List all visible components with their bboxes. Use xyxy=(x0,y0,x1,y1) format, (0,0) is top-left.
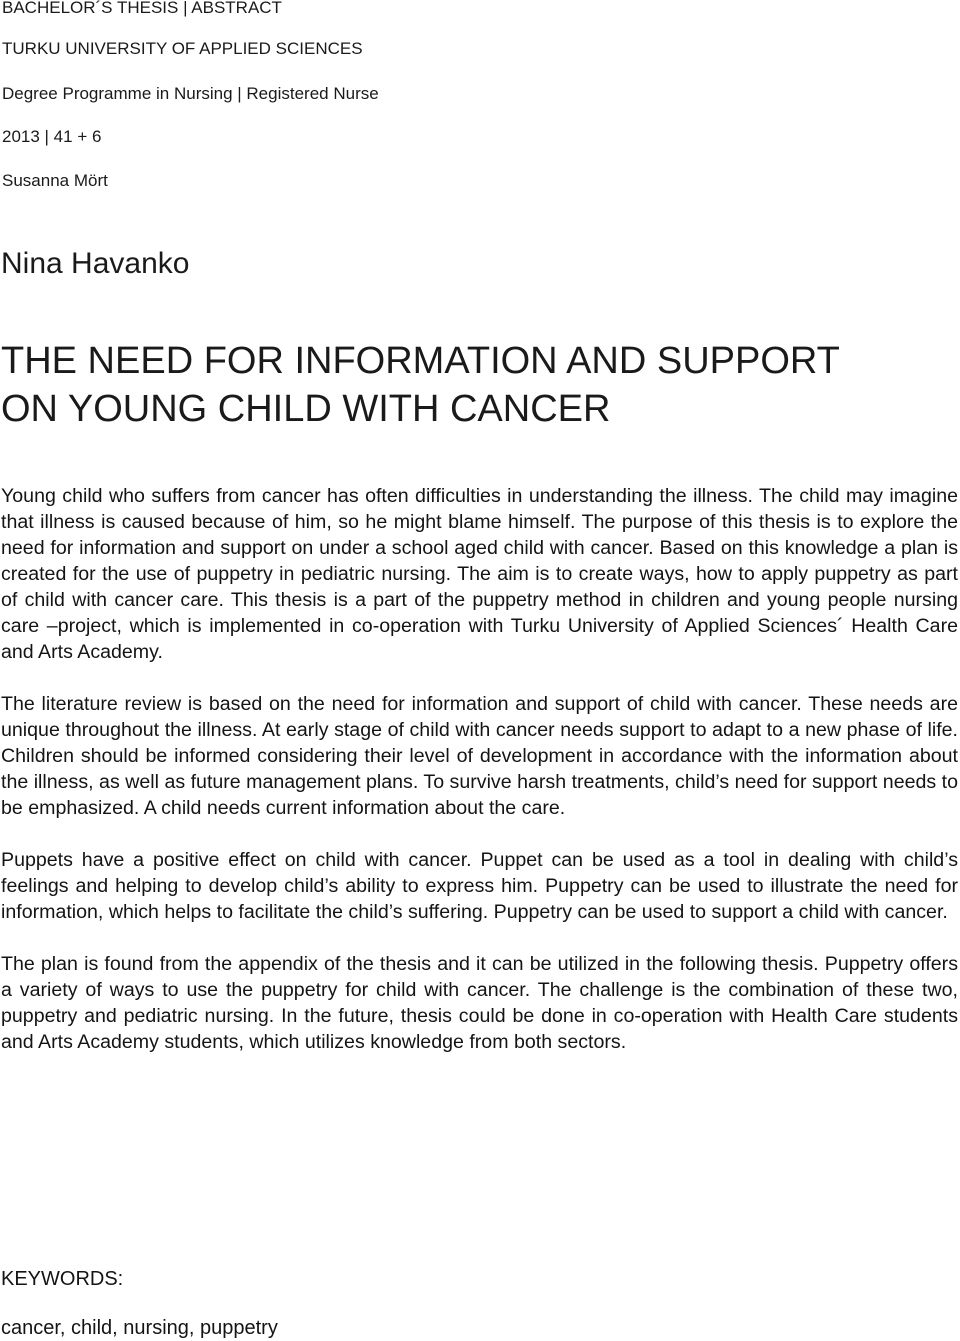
author-name: Nina Havanko xyxy=(1,247,190,280)
abstract-paragraph-2: The literature review is based on the need for information and support of child with cancer. These needs are unique throughout the illness. At early stage of child with cancer needs support to adapt to a new phase of life. Children should be informed considering their level of development in accordance with the information about the illness, as well as future management plans. To survive harsh treatments, child’s need for support needs to be emphasized. A child needs current information about the care. xyxy=(1,693,958,819)
supervisor: Susanna Mört xyxy=(2,171,108,190)
thesis-title-line-1: THE NEED FOR INFORMATION AND SUPPORT xyxy=(1,340,840,382)
document-type: BACHELOR´S THESIS | ABSTRACT xyxy=(2,0,282,17)
institution: TURKU UNIVERSITY OF APPLIED SCIENCES xyxy=(2,39,363,58)
degree-programme: Degree Programme in Nursing | Registered Nurse xyxy=(2,84,379,103)
abstract-paragraph-1: Young child who suffers from cancer has often difficulties in understanding the illness. The child may imagine that illness is caused because of him, so he might blame himself. The purpose of this thesis is to explore the need for information and support on under a school aged child with cancer. Based on this knowledge a plan is created for the use of puppetry in pediatric nursing. The aim is to create ways, how to apply puppetry as part of child with cancer care. This thesis is a part of the puppetry method in children and young people nursing care –project, which is implemented in co-operation with Turku University of Applied Sciences´ Health Care and Arts Academy. xyxy=(1,485,958,663)
thesis-title-line-2: ON YOUNG CHILD WITH CANCER xyxy=(1,388,611,430)
thesis-title xyxy=(1,337,840,433)
year-and-pages: 2013 | 41 + 6 xyxy=(2,127,102,146)
keywords-label: KEYWORDS: xyxy=(1,1268,124,1290)
abstract-body xyxy=(1,483,958,1081)
keywords-list: cancer, child, nursing, puppetry xyxy=(1,1317,278,1339)
abstract-paragraph-3: Puppets have a positive effect on child with cancer. Puppet can be used as a tool in dealing with child’s feelings and helping to develop child’s ability to express him. Puppetry can be used to illustrate the need for information, which helps to facilitate the child’s suffering. Puppetry can be used to support a child with cancer. xyxy=(1,849,958,923)
abstract-paragraph-4: The plan is found from the appendix of the thesis and it can be utilized in the following thesis. Puppetry offers a variety of ways to use the puppetry for child with cancer. The challenge is the combination of these two, puppetry and pediatric nursing. In the future, thesis could be done in co-operation with Health Care students and Arts Academy students, which utilizes knowledge from both sectors. xyxy=(1,953,958,1053)
